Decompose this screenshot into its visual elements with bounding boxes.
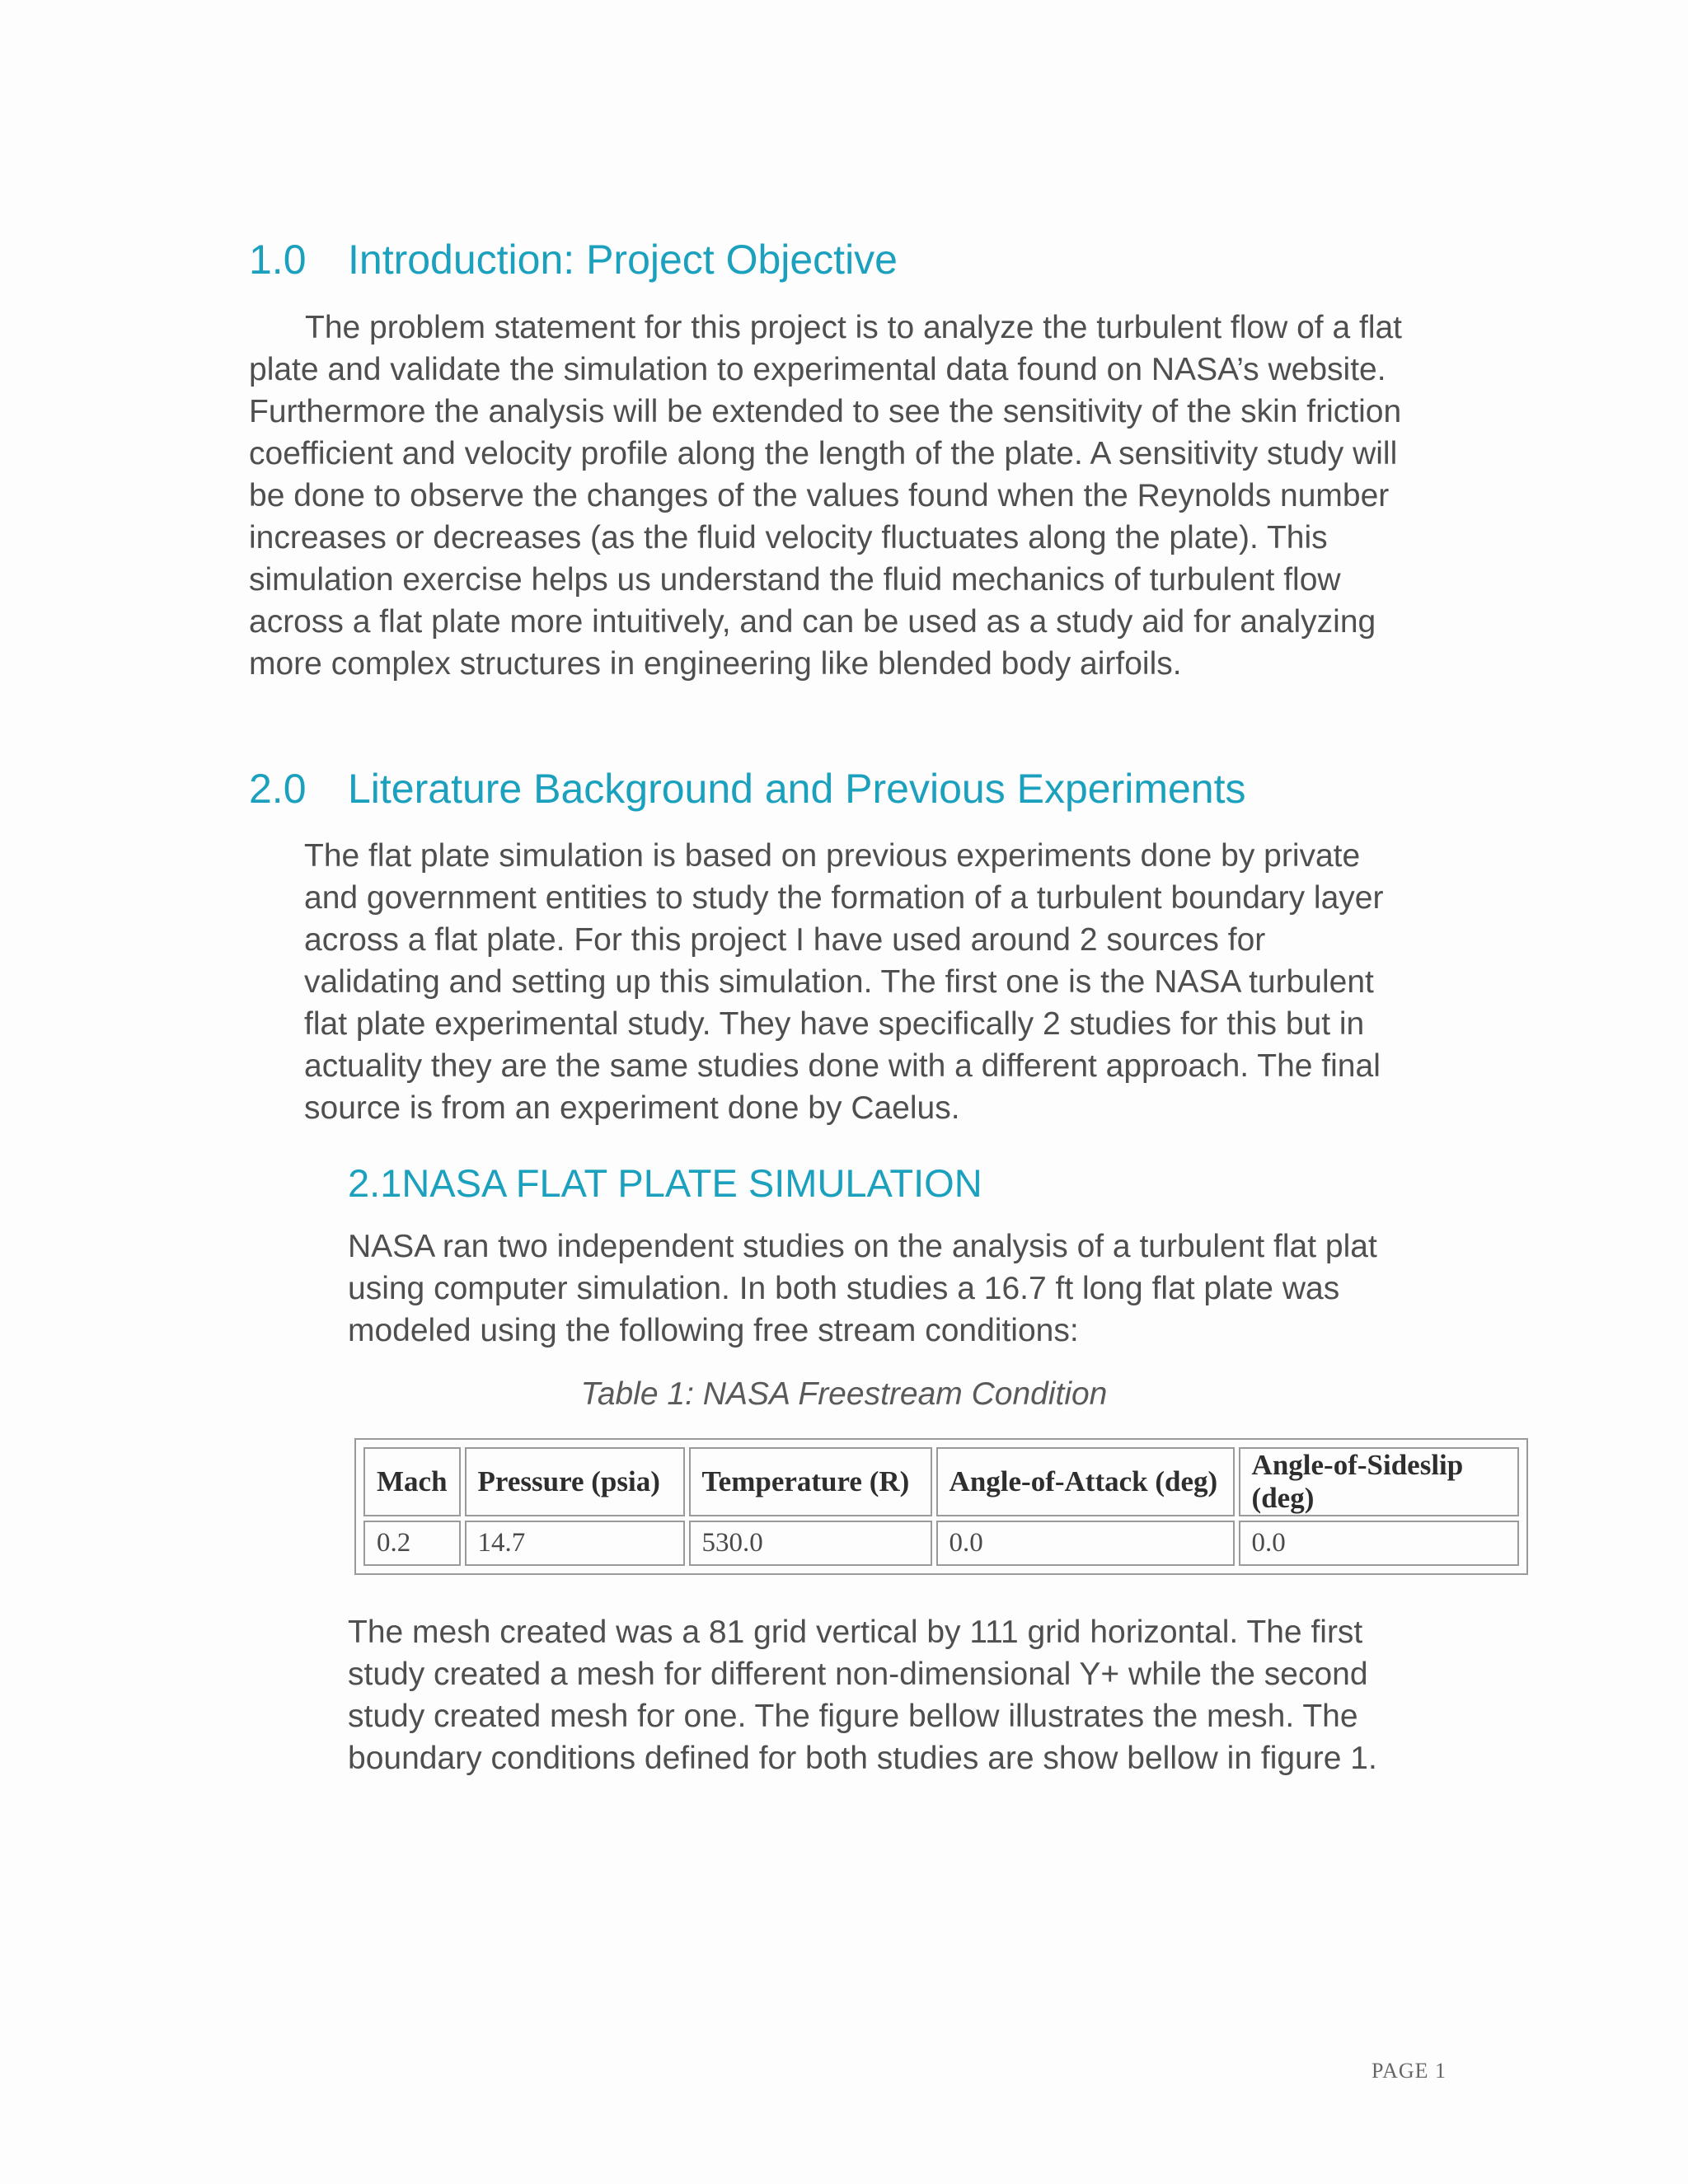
page-number: PAGE 1: [1372, 2059, 1447, 2083]
section-2-number: 2.0: [249, 766, 307, 812]
table-cell: 14.7: [465, 1521, 685, 1566]
paragraph-line: The flat plate simulation is based on previous experiments done by private: [304, 838, 1361, 874]
paragraph-line: validating and setting up this simulation. The first one is the NASA turbulent: [304, 964, 1374, 1000]
table-cell: 0.0: [1239, 1521, 1519, 1566]
paragraph-line: and government entities to study the formation of a turbulent boundary layer: [304, 880, 1384, 916]
section-2-1-paragraph-2: [348, 1611, 1377, 1779]
paragraph-line: plate and validate the simulation to experimental data found on NASA’s website.: [249, 352, 1386, 387]
table-header-cell: Angle-of-Attack (deg): [936, 1447, 1235, 1516]
table-header-cell: Pressure (psia): [465, 1447, 685, 1516]
paragraph-line: coefficient and velocity profile along the length of the plate. A sensitivity study will: [249, 436, 1398, 471]
paragraph-line: study created mesh for one. The figure bellow illustrates the mesh. The: [348, 1699, 1358, 1734]
paragraph-line: The mesh created was a 81 grid vertical by 111 grid horizontal. The first: [348, 1615, 1363, 1650]
section-2-paragraph: [304, 835, 1383, 1129]
paragraph-line: The problem statement for this project is to analyze the turbulent flow of a flat: [305, 310, 1403, 345]
paragraph-line: simulation exercise helps us understand the fluid mechanics of turbulent flow: [249, 562, 1341, 598]
paragraph-line: be done to observe the changes of the values found when the Reynolds number: [249, 478, 1390, 513]
paragraph-line: using computer simulation. In both studies a 16.7 ft long flat plate was: [348, 1271, 1340, 1306]
paragraph-line: across a flat plate more intuitively, and can be used as a study aid for analyzing: [249, 604, 1376, 640]
table-cell: 0.2: [363, 1521, 461, 1566]
paragraph-line: modeled using the following free stream conditions:: [348, 1313, 1079, 1348]
table-cell: 0.0: [936, 1521, 1235, 1566]
section-2-heading: [249, 765, 1245, 813]
section-1-title: Introduction: Project Objective: [348, 237, 898, 283]
section-2-1-heading: 2.1NASA FLAT PLATE SIMULATION: [348, 1161, 982, 1205]
paragraph-line: NASA ran two independent studies on the analysis of a turbulent flat plat: [348, 1229, 1377, 1264]
table-header-cell: Temperature (R): [689, 1447, 932, 1516]
paragraph-line: across a flat plate. For this project I have used around 2 sources for: [304, 922, 1266, 958]
freestream-table: [354, 1438, 1528, 1575]
paragraph-line: study created a mesh for different non-dimensional Y+ while the second: [348, 1657, 1368, 1692]
paragraph-line: Furthermore the analysis will be extended to see the sensitivity of the skin friction: [249, 394, 1402, 429]
table-header-cell: Angle-of-Sideslip (deg): [1239, 1447, 1519, 1516]
paragraph-line: more complex structures in engineering like blended body airfoils.: [249, 646, 1182, 682]
table-row: [363, 1521, 1519, 1566]
table-caption: Table 1: NASA Freestream Condition: [580, 1376, 1108, 1412]
section-1-paragraph: [249, 307, 1402, 685]
section-1-number: 1.0: [249, 237, 307, 283]
section-2-1-paragraph: [348, 1226, 1377, 1352]
section-1-heading: [249, 236, 898, 284]
table-cell: 530.0: [689, 1521, 932, 1566]
section-2-title: Literature Background and Previous Experiments: [348, 766, 1246, 812]
paragraph-line: increases or decreases (as the fluid velocity fluctuates along the plate). This: [249, 520, 1328, 555]
table-header-cell: Mach: [363, 1447, 461, 1516]
paragraph-line: flat plate experimental study. They have specifically 2 studies for this but in: [304, 1006, 1365, 1042]
paragraph-line: source is from an experiment done by Caelus.: [304, 1090, 960, 1126]
table-header-row: [363, 1447, 1519, 1516]
paragraph-line: boundary conditions defined for both studies are show bellow in figure 1.: [348, 1741, 1377, 1776]
paragraph-line: actuality they are the same studies done with a different approach. The final: [304, 1048, 1381, 1084]
